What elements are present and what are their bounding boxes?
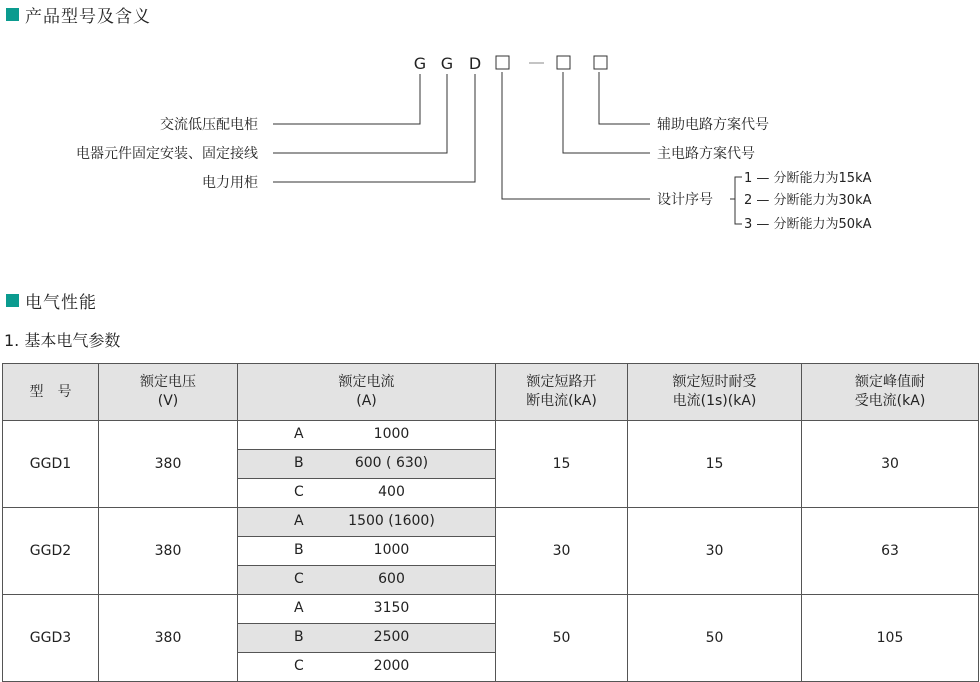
current-option xyxy=(238,595,495,624)
code-box-2 xyxy=(557,56,570,69)
design-option-3: 3 — 分断能力为50kA xyxy=(744,217,872,232)
current-code: A xyxy=(294,513,304,529)
cell-voltage: 380 xyxy=(99,421,238,508)
cell-voltage: 380 xyxy=(99,595,238,682)
label-aux-circuit: 辅助电路方案代号 xyxy=(657,117,769,133)
current-value: 600 xyxy=(378,571,405,587)
current-value: 1000 xyxy=(373,426,410,442)
cell-voltage: 380 xyxy=(99,508,238,595)
cell-model: GGD1 xyxy=(3,421,99,508)
cell-breaking: 30 xyxy=(496,508,628,595)
code-letter: D xyxy=(468,54,482,73)
code-letter: G xyxy=(413,54,427,73)
current-code: A xyxy=(294,600,304,616)
table-row xyxy=(3,508,979,595)
current-value: 1000 xyxy=(373,542,410,558)
cell-model: GGD3 xyxy=(3,595,99,682)
current-option xyxy=(238,537,495,566)
current-option xyxy=(238,450,495,479)
section-model-meaning xyxy=(6,2,151,27)
design-option-2: 2 — 分断能力为30kA xyxy=(744,193,872,208)
header-short-circuit-breaking: 额定短路开 断电流(kA) xyxy=(496,364,628,421)
code-letter: G xyxy=(440,54,454,73)
cell-breaking: 50 xyxy=(496,595,628,682)
code-box-3 xyxy=(594,56,607,69)
current-option xyxy=(238,421,495,450)
current-value: 400 xyxy=(378,484,405,500)
current-code: C xyxy=(294,571,304,587)
design-option-1: 1 — 分断能力为15kA xyxy=(744,171,872,186)
label-power-cabinet: 电力用柜 xyxy=(202,175,258,191)
section-title: 产品型号及含义 xyxy=(25,7,151,27)
cell-peak: 105 xyxy=(802,595,979,682)
cell-peak: 63 xyxy=(802,508,979,595)
code-box-1 xyxy=(496,56,509,69)
current-code: C xyxy=(294,484,304,500)
label-ac-lv-cabinet: 交流低压配电柜 xyxy=(160,117,258,133)
header-peak-withstand: 额定峰值耐 受电流(kA) xyxy=(802,364,979,421)
current-option xyxy=(238,624,495,653)
current-value: 2000 xyxy=(373,658,410,674)
current-code: B xyxy=(294,455,304,471)
model-code-diagram xyxy=(0,40,980,250)
cell-short-time: 15 xyxy=(628,421,802,508)
current-option xyxy=(238,508,495,537)
subsection-title: 1. 基本电气参数 xyxy=(4,331,121,350)
current-code: C xyxy=(294,658,304,674)
current-option xyxy=(238,653,495,681)
current-code: B xyxy=(294,629,304,645)
electrical-params-table xyxy=(2,363,979,682)
label-fixed-install: 电器元件固定安装、固定接线 xyxy=(76,146,258,162)
cell-short-time: 30 xyxy=(628,508,802,595)
cell-currents xyxy=(238,508,496,595)
current-value: 600 ( 630) xyxy=(354,455,429,471)
cell-peak: 30 xyxy=(802,421,979,508)
section-electrical-performance xyxy=(6,288,97,313)
current-code: B xyxy=(294,542,304,558)
current-option xyxy=(238,479,495,507)
table-header-row xyxy=(3,364,979,421)
header-rated-current: 额定电流 (A) xyxy=(238,364,496,421)
current-value: 1500 (1600) xyxy=(348,513,435,529)
cell-model: GGD2 xyxy=(3,508,99,595)
header-model: 型 号 xyxy=(3,364,99,421)
table-row xyxy=(3,421,979,508)
current-value: 2500 xyxy=(373,629,410,645)
label-design-seq: 设计序号 xyxy=(657,192,713,208)
header-short-time-withstand: 额定短时耐受 电流(1s)(kA) xyxy=(628,364,802,421)
label-main-circuit: 主电路方案代号 xyxy=(657,146,755,162)
current-code: A xyxy=(294,426,304,442)
square-bullet-icon xyxy=(6,294,19,307)
table-row xyxy=(3,595,979,682)
cell-currents xyxy=(238,421,496,508)
cell-short-time: 50 xyxy=(628,595,802,682)
header-rated-voltage: 额定电压 (V) xyxy=(99,364,238,421)
square-bullet-icon xyxy=(6,8,19,21)
current-option xyxy=(238,566,495,594)
current-value: 3150 xyxy=(373,600,410,616)
section-title: 电气性能 xyxy=(25,293,97,313)
cell-breaking: 15 xyxy=(496,421,628,508)
cell-currents xyxy=(238,595,496,682)
